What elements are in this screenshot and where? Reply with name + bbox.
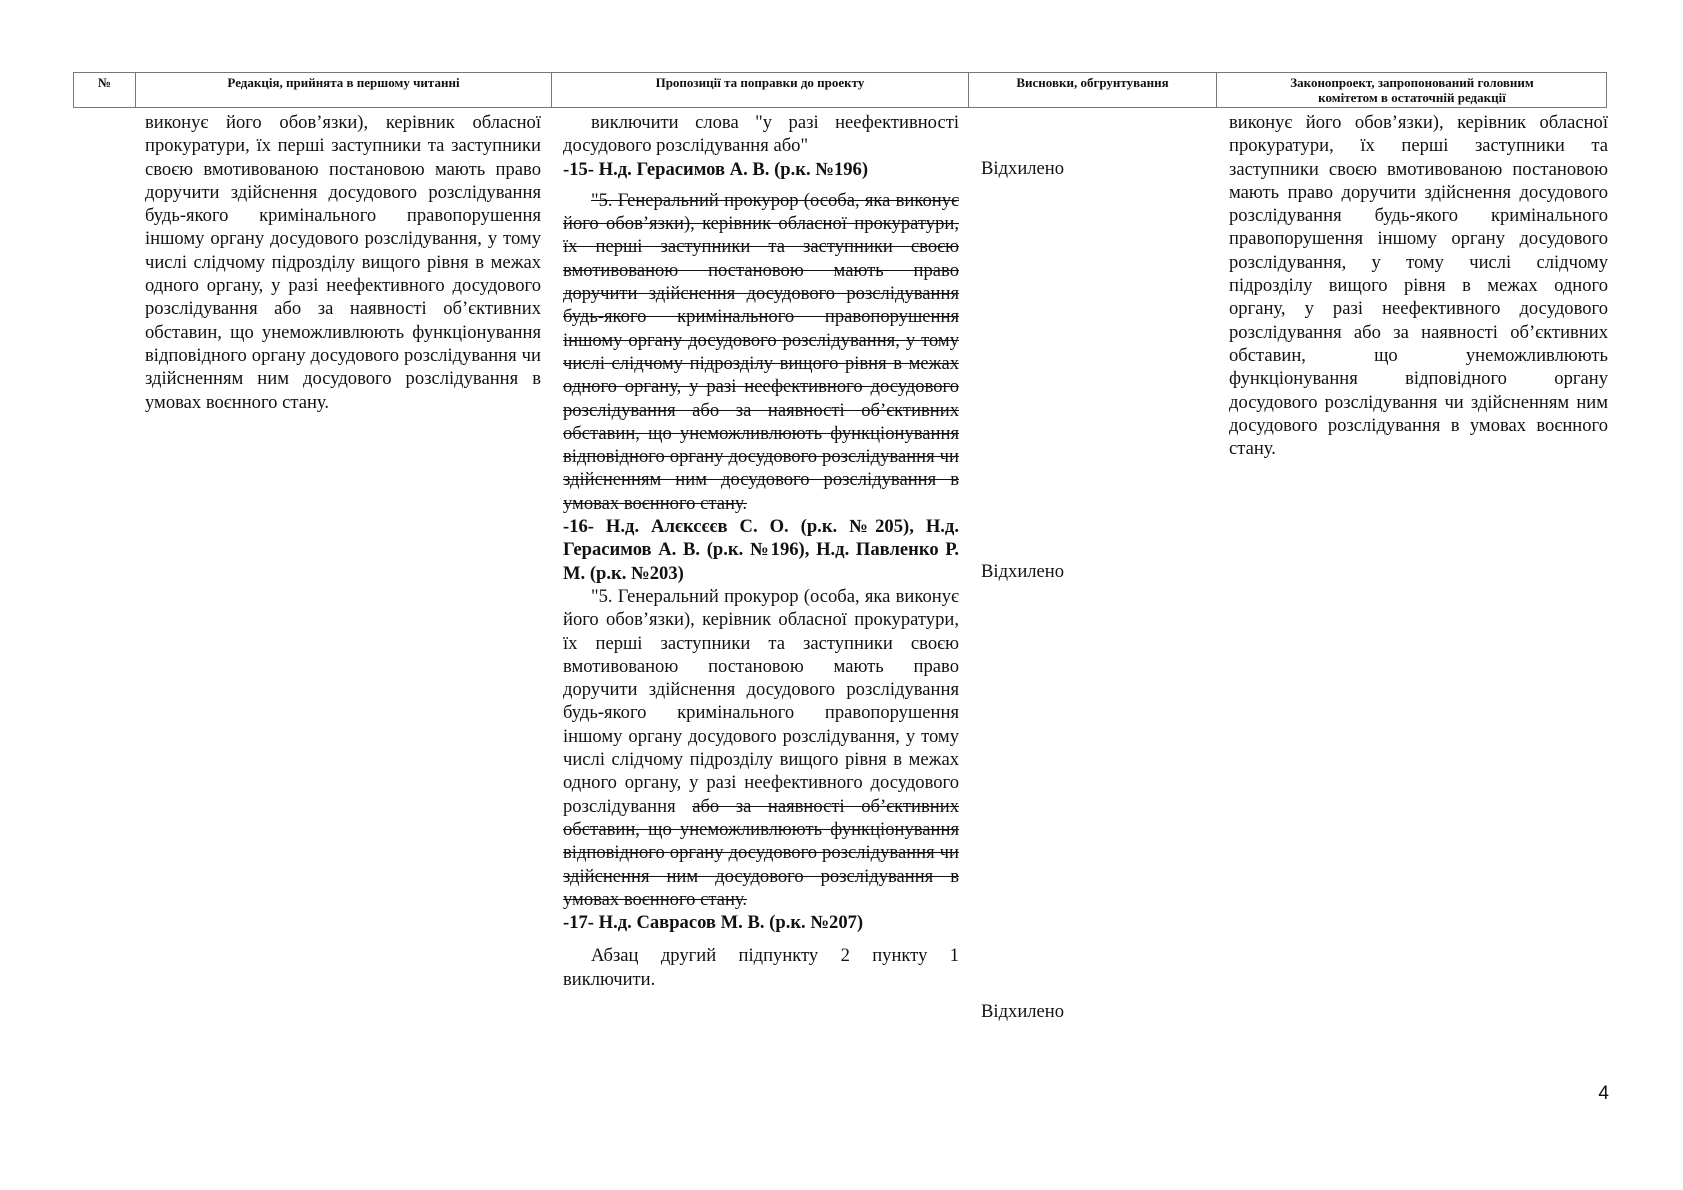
header-final-line1: Законопроект, запропонований головним (1290, 75, 1534, 90)
proposal-16-plain-text: "5. Генеральний прокурор (особа, яка виконує його обов’язки), керівник обласної прокуратури, їх перші заступники та заступники своєю вмотивованою постановою мають право доручити здійснення досудового розслідування будь-якого кримінального правопорушення іншому органу досудового розслідування, у тому числі слідчому підрозділу вищого рівня в межах одного органу, у разі неефективного досудового розслідування (563, 585, 959, 817)
conclusion-16: Відхилено (981, 561, 1065, 582)
page-number: 4 (1598, 1083, 1609, 1104)
proposal-intro-text: виключити слова "у разі неефективності досудового розслідування або" (563, 112, 959, 157)
proposal-17-text: Абзац другий підпункту 2 пункту 1 виключити. (563, 945, 959, 990)
header-final-line2: комітетом в остаточній редакції (1318, 90, 1506, 105)
final-version-column (1229, 111, 1608, 460)
conclusion-15: Відхилено (981, 158, 1065, 179)
proposals-column (563, 111, 959, 991)
proposal-16-struck-text: або за наявності об’єктивних обставин, що унеможливлюють функціонування відповідного органу досудового розслідування чи здійснення ним досудового розслідування в умовах воєнного стану. (563, 795, 959, 910)
proposal-17-heading: -17- Н.д. Саврасов М. В. (р.к. №207) (563, 912, 864, 934)
header-number: № (74, 73, 136, 107)
final-version-text: виконує його обов’язки), керівник обласної прокуратури, їх перші заступники та заступники своєю вмотивованою постановою мають право доручити здійснення досудового розслідування будь-якого кримінального правопорушення іншому органу досудового розслідування, у тому числі слідчому підрозділу вищого рівня в межах одного органу, у разі неефективного досудового розслідування або за наявності об’єктивних обставин, що унеможливлюють функціонування відповідного органу досудового розслідування чи здійсненням ним досудового розслідування в умовах воєнного стану. (1229, 112, 1608, 460)
table-header (73, 72, 1607, 108)
header-final-version (1217, 73, 1607, 107)
header-conclusions: Висновки, обгрунтування (969, 73, 1217, 107)
proposal-15-heading: -15- Н.д. Герасимов А. В. (р.к. №196) (563, 158, 869, 180)
first-reading-column (145, 111, 541, 414)
first-reading-text: виконує його обов’язки), керівник обласної прокуратури, їх перші заступники та заступники своєю вмотивованою постановою мають право доручити здійснення досудового розслідування будь-якого кримінального правопорушення іншому органу досудового розслідування, у тому числі слідчому підрозділу вищого рівня в межах одного органу, у разі неефективного досудового розслідування або за наявності об’єктивних обставин, що унеможливлюють функціонування відповідного органу досудового розслідування чи здійсненням ним досудового розслідування в умовах воєнного стану. (145, 112, 541, 413)
proposal-16-text (563, 585, 959, 911)
header-first-reading: Редакція, прийнята в першому читанні (136, 73, 552, 107)
header-proposals: Пропозиції та поправки до проекту (552, 73, 969, 107)
conclusion-17: Відхилено (981, 1001, 1065, 1022)
proposal-15-struck-text: "5. Генеральний прокурор (особа, яка виконує його обов’язки), керівник обласної прокуратури, їх перші заступники та заступники своєю вмотивованою постановою мають право доручити здійснення досудового розслідування будь-якого кримінального правопорушення іншому органу досудового розслідування, у тому числі слідчому підрозділу вищого рівня в межах одного органу, у разі неефективного досудового розслідування або за наявності об’єктивних обставин, що унеможливлюють функціонування відповідного органу досудового розслідування чи здійсненням ним досудового розслідування в умовах воєнного стану. (563, 189, 959, 514)
proposal-16-heading: -16- Н.д. Алєксєєв С. О. (р.к. №205), Н.д. Герасимов А. В. (р.к. №196), Н.д. Павленко Р. М. (р.к. №203) (563, 516, 959, 584)
